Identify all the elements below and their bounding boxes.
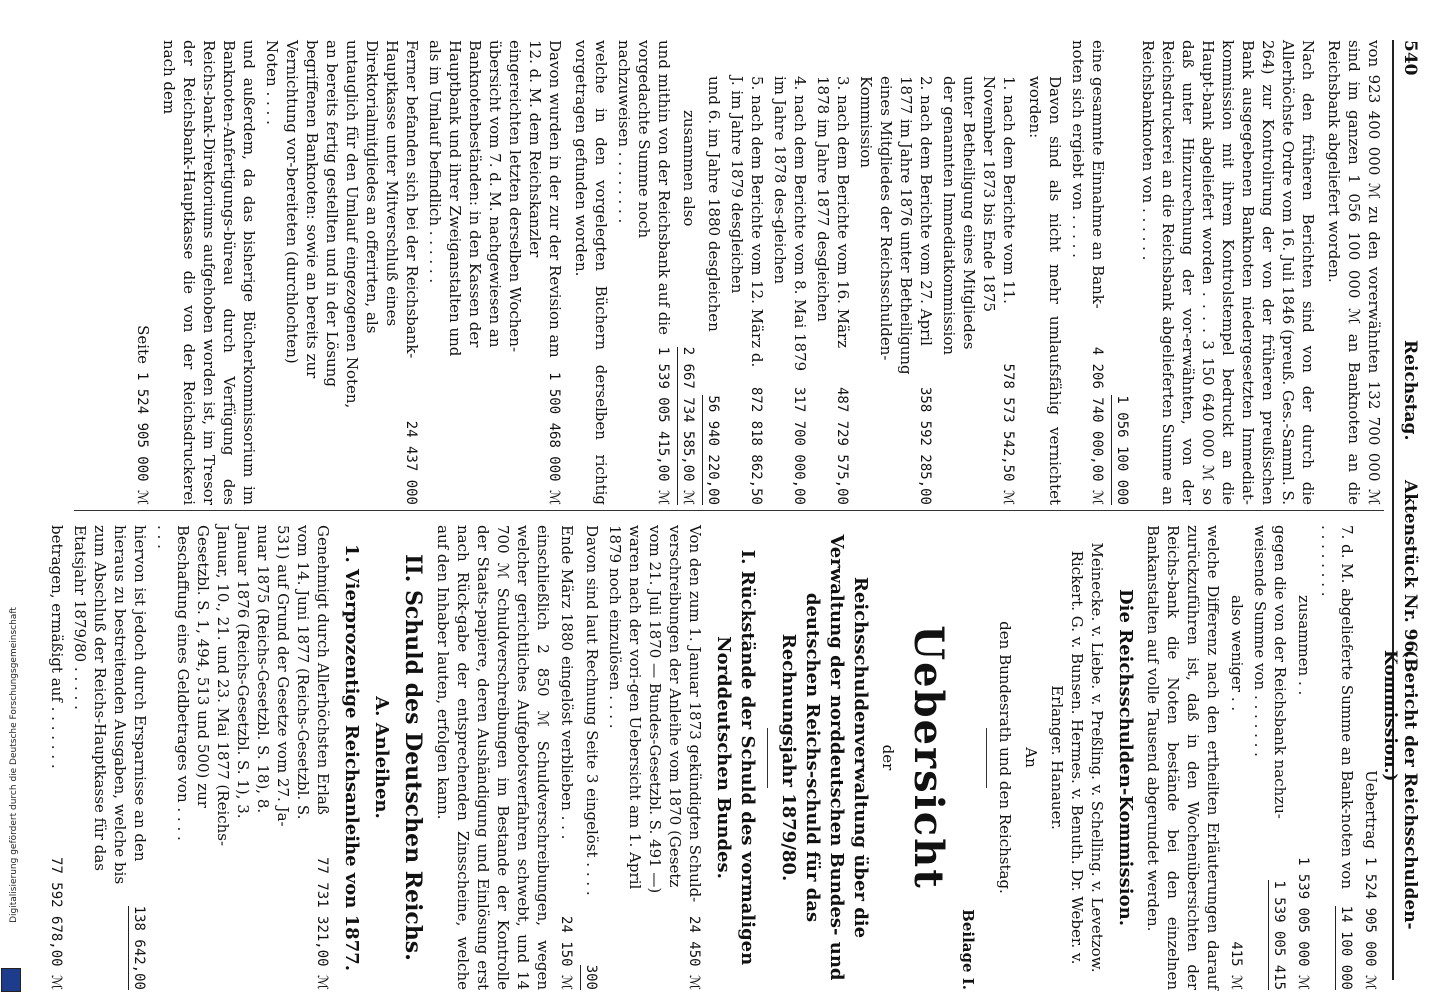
r2-label: gegen die von der Reichsbank nachzu-weisende Summe von . . . . . . . [1251, 525, 1289, 819]
row-p1-amount [1111, 40, 1132, 505]
header-section: Reichstag. [1400, 340, 1420, 441]
sec1-text-3: Ende März 1880 eingelöst verblieben . . . [558, 525, 576, 840]
remain-note: welche in den vorgelegten Büchern derselben richtig vorgetragen gefunden worden. [572, 40, 610, 505]
row-sec1-1 [605, 525, 705, 990]
uebertrag-amount: 1 524 905 000 ℳ [1362, 857, 1378, 990]
row-p4 [262, 40, 422, 505]
recipients: den Bundesrath und den Reichstag. [996, 621, 1014, 894]
item-label: 2. nach dem Berichte vom 27. April 1877 im Jahre 1876 unter Betheiligung eines Mitgliedes der Reichsschulden-Kommission [857, 76, 935, 375]
paragraph-2: Davon sind als nicht mehr umlaufsfähig vernichtet worden: [1026, 76, 1064, 505]
column-divider [74, 510, 1384, 511]
row-sec1-3 [556, 525, 577, 990]
item-amount: 358 592 285,00 [917, 386, 933, 505]
left-column [64, 40, 1384, 505]
item-label: 4. nach dem Berichte vom 8. Mai 1879 im Jahre 1878 des-gleichen [771, 76, 809, 372]
p4-amount: 24 437 000 [403, 420, 419, 505]
seite-label: Seite [134, 325, 152, 365]
row-sec1-2 [580, 525, 602, 990]
item-amount: 872 818 862,50 [748, 386, 764, 505]
item-amount: 487 729 575,00 [834, 386, 850, 505]
r2-amount: 1 539 005 415 [1268, 880, 1289, 990]
row-remain [614, 40, 674, 505]
p3-amount: 1 500 468 000 ℳ [546, 372, 562, 505]
row-seite [132, 40, 153, 505]
item-row [939, 40, 1019, 505]
sec2-text-2: hiervon ist jedoch durch Ersparnisse an den hieraus zu bestreitenden Ausgaben, welche bis zum Abschluß der Reichs-Hauptkasse für das Etatsjahr 1879/80 . . . . . [71, 525, 149, 885]
right-column [48, 525, 1384, 990]
section-2-1-heading: 1. Vierprozentige Reichsanleihe von 1877. [341, 543, 362, 972]
item-label: 1. nach dem Berichte vom 11. November 1873 bis Ende 1875 unter Betheiligung eines Mitgliedes der genannten Immediatkommission [940, 76, 1018, 356]
paragraph-3: Davon wurden in der zur der Revision am 12. d. M. dem Reichskanzler eingereichten letzten derselben Wochen-übersicht vom 7. d. M. nachgewiesen an Banknotenbeständen: in den Kassen der Hauptbank und ihrer Zweiganstalten und als im Umlauf befindlich . . . . . . [426, 40, 564, 358]
item-row [702, 40, 724, 505]
paragraph-r3: welche Differenz nach den ertheilten Erläuterungen darauf zurückzuführen ist, daß in den Wochenübersichten der Reichs-bank die Noten bestände bei den einzelnen Bankanstalten auf volle Tausend abgerundet werden. [1144, 525, 1222, 990]
title-subtitle: Reichsschuldenverwaltung über die Verwaltung der norddeutschen Bundes- und deutschen Reichs-schuld für das Rechnungsjahr 1879/80. [778, 534, 871, 981]
divider-rule [767, 728, 768, 788]
amount: 1 056 100 000 [1111, 395, 1132, 505]
sec1-amount-3: 24 150 ℳ [558, 916, 574, 990]
row-uebertrag [1360, 525, 1381, 990]
item-label: und 6. im Jahre 1880 desgleichen [705, 76, 723, 332]
sec2-text-3: betragen, ermäßigt auf . . . . . . . [48, 525, 66, 769]
header-subject: (Bericht der Reichsschulden-Kommission.) [1380, 650, 1420, 930]
row-weniger [1226, 525, 1247, 990]
sec2-amount-1: 77 731 321,00 ℳ [314, 857, 330, 990]
an-label: An [1022, 747, 1040, 768]
row-p3 [425, 40, 565, 505]
total-amount: 4 206 740 000,00 ℳ [1089, 346, 1105, 505]
sec2-amount-3: 77 592 678,00 ℳ [48, 857, 64, 990]
row-sum [677, 40, 699, 505]
sec1-amount-1: 24 450 ℳ [686, 916, 702, 990]
item-label: 5. nach dem Berichte vom 12. März d. J. im Jahre 1879 desgleichen [728, 76, 766, 368]
section-2-heading: II. Schuld des Deutschen Reichs. [400, 554, 426, 961]
weniger-label: also weniger . . [1228, 595, 1246, 712]
r1-amount: 14 100 000 [1335, 906, 1356, 990]
item-label: 3. nach dem Berichte vom 16. März 1878 im Jahre 1877 desgleichen [814, 76, 852, 349]
page-number: 540 [1400, 40, 1420, 76]
item-amount: 578 573 542,50 ℳ [1000, 363, 1016, 505]
title-uebersicht: Uebersicht [905, 625, 952, 890]
running-header [1380, 40, 1422, 980]
sec1-text: Von den zum 1. Januar 1873 gekündigten Schuld-verschreibungen der Anleihe vom 1870 (Gesetz vom 21. Juli 1870 — Bundes-Gesetzbl. S. 491 —) waren nach der vori-gen Uebersicht am 1. April 1879 noch einzulösen . . . . [606, 525, 704, 903]
commission-members: Meinecke. v. Liebe. v. Preßling. v. Schelling. v. Levetzow. Rickert. G. v. Bunsen. Hermes. v. Benuth. Dr. Weber. v. Erlanger. Hanauer. [1048, 542, 1106, 973]
uebertrag-label: Uebertrag [1362, 770, 1380, 850]
dfg-credit-text: Digitalisierung gefördert durch die Deutsche Forschungsgemeinschaft [9, 607, 19, 923]
header-doc: Aktenstück Nr. 96. [1400, 480, 1420, 659]
weniger-amount: 415 ℳ [1228, 941, 1244, 990]
item-amount: 317 700 000,00 [791, 386, 807, 505]
item-row [813, 40, 853, 505]
paragraph-4: Ferner befanden sich bei der Reichsbank-Hauptkasse unter Mitverschluß eines Direktorialmitgliedes an offerirten, als untauglich für den Umlauf eingezogenen Noten, an bereits fertig gestellten und in der Lösung begriffenen Banknoten: sowie an bereits zur Vernichtung vor-bereiteten (durchlochten) Noten . . . . [263, 40, 421, 409]
item-amount: 56 940 220,00 [702, 395, 723, 505]
sum-amount: 2 667 734 585,00 ℳ [677, 347, 698, 505]
item-row [727, 40, 767, 505]
sec2-amount-2: 138 642,00 [128, 906, 149, 990]
row-r2 [1250, 525, 1290, 990]
total-label: eine gesammte Einnahme an Bank-noten sich ergiebt von . . . . . [1069, 40, 1107, 309]
zusammen-amount: 1 539 005 000 ℳ [1295, 857, 1311, 990]
title-der: der [879, 744, 897, 771]
divider-rule [986, 728, 987, 788]
zusammen-label: zusammen . . [1295, 595, 1313, 696]
sec1-text-2: Davon sind laut Rechnung Seite 3 eingelöst . . . . [583, 525, 601, 896]
row-r1 [1317, 525, 1357, 990]
row-sec2-3 [46, 525, 67, 990]
row-sec2-1 [153, 525, 333, 990]
seite-amount: 1 524 905 000 ℳ [134, 372, 150, 505]
row-total [1068, 40, 1108, 505]
beilage-label: Beilage I. [959, 909, 977, 990]
r1-label: 7. d. M. abgelieferte Summe an Bank-noten von . . . . . . . . [1318, 525, 1356, 889]
item-row [770, 40, 810, 505]
intro-paragraph: von 923 400 000 ℳ zu den vorerwähnten 132 700 000 ℳ sind im ganzen 1 056 100 000 ℳ an Banknoten an die Reichsbank abgeliefert worden. [1325, 40, 1383, 505]
sum-label: zusammen also [680, 110, 698, 227]
row-sec2-2 [70, 525, 150, 990]
paragraph-5: und außerdem, da das bisherige Bücherkommissorium im Banknoten-Anfertigungs-büreau durch Verfügung des Reichs-bank-Direktoriums aufgehoben worden ist, im Tresor der Reichsbank-Hauptkasse die von der Reichsdruckerei nach dem [160, 40, 258, 505]
sec1-text-4: einschließlich 2 850 ℳ Schuldverschreibungen, wegen welcher gerichtliches Aufgebotsverfahren schwebt, und 14 700 ℳ Schuldverschreibungen im Bestande der Kontrolle der Staats-papiere, deren Aushändigung und Einlösung erst nach Rück-gabe der entsprechenden Zinsscheine, welche auf den Inhaber lauten, erfolgen kann. [434, 525, 552, 990]
sec2-text: Genehmigt durch Allerhöchsten Erlaß vom 14. Juni 1877 (Reichs-Gesetzbl. S. 531) auf Grund der Gesetze vom 27. Ja-nuar 1875 (Reichs-Gesetzbl. S. 18), 8. Januar 1876 (Reichs-Gesetzbl. S. 1), 3. Januar, 10., 21. und 23. Mai 1877 (Reichs-Gesetzbl. S. 1, 494, 513 und 500) zur Beschaffung eines Geldbetrages von . . . . . . . [154, 525, 332, 847]
section-1-heading: I. Rückstände der Schuld des vormaligen Norddeutschen Bundes. [713, 549, 758, 966]
sec1-amount-2: 300 [580, 965, 601, 990]
remain-label: und mithin von der Reichsbank auf die vorgedachte Summe noch nachzuweisen . . . . . . . . [615, 40, 673, 335]
remain-amount: 1 539 005 415,00 ℳ [655, 346, 671, 505]
commission-title: Die Reichsschulden-Kommission. [1115, 589, 1136, 926]
item-row [856, 40, 936, 505]
section-a-heading: A. Anleihen. [371, 696, 392, 819]
row-zusammen [1293, 525, 1314, 990]
paragraph-1: Nach den früheren Berichten sind von der durch die Allerhöchste Ordre vom 16. Juli 1846 (preuß. Ges.-Samml. S. 264) zur Kontrolirung der von der früheren preußischen Bank ausgegebenen Banknoten niedergesetzten Immediat-kommission mit ihrem Kontrolstempel bedruckt an die Haupt-bank abgeliefert worden . . . . 3 150 640 000 ℳ so daß unter Hinzurechnung der vor-erwähnten, von der Reichsdruckerei an die Reichsbank abgelieferten Summe an Reichsbanknoten von . . . . . . [1139, 40, 1317, 505]
